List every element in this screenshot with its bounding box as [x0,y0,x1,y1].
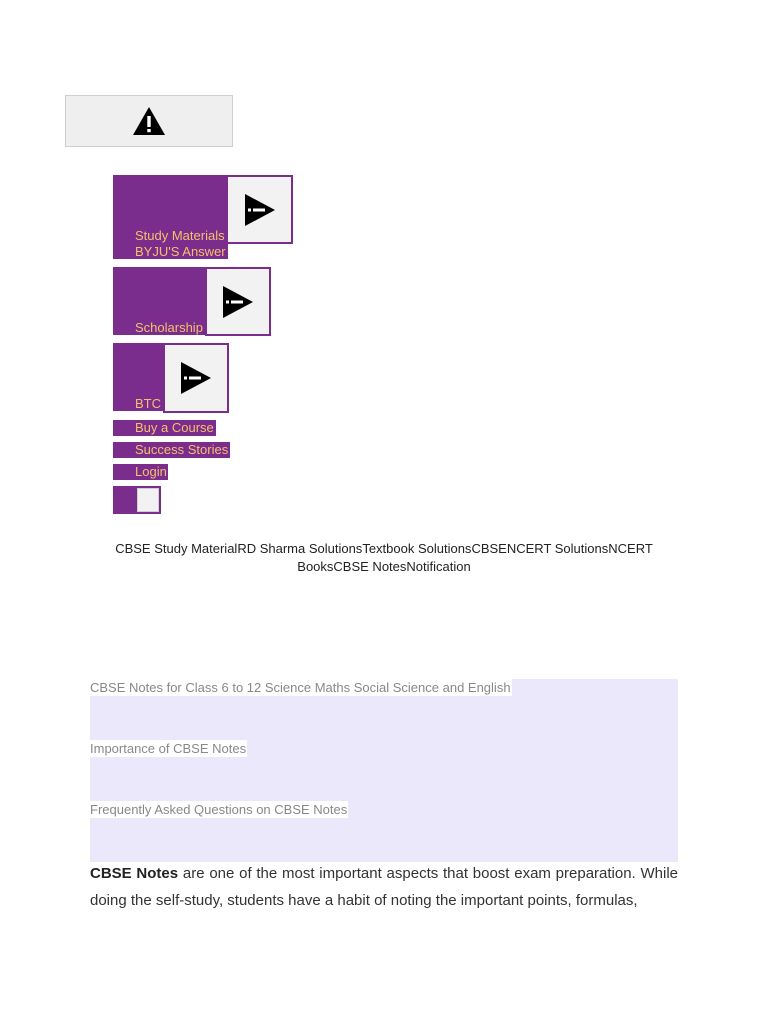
nav-link-cbse-notes[interactable]: CBSE Notes [333,559,407,574]
article-paragraph [90,860,678,914]
expand-button-btc[interactable] [163,343,229,413]
article-lead: CBSE Notes [90,865,179,882]
nav-link-notification[interactable]: Notification [406,559,471,574]
menu-label-study-materials[interactable]: Study Materials [135,228,225,243]
nav-link-ncert-books[interactable]: NCERT Books [297,541,653,574]
toc-item[interactable]: Importance of CBSE Notes [90,741,247,756]
menu-item-btc[interactable] [113,343,165,411]
toggle-checkbox[interactable] [137,488,159,512]
menu-item-scholarship[interactable] [113,267,207,335]
toc-item[interactable]: Frequently Asked Questions on CBSE Notes [90,802,348,817]
menu-label-login[interactable]: Login [135,464,167,479]
nav-link-cbse-study-material[interactable]: CBSE Study Material [115,541,238,556]
table-of-contents [90,679,678,862]
nav-link-cbse[interactable]: CBSE [471,541,507,556]
play-arrow-icon [221,284,255,320]
nav-link-textbook-solutions[interactable]: Textbook Solutions [362,541,472,556]
expand-button-study-materials[interactable] [226,175,293,244]
toc-item[interactable]: CBSE Notes for Class 6 to 12 Science Maths Social Science and English [90,680,511,695]
nav-links [100,540,668,576]
menu-toggle[interactable] [113,486,161,514]
menu-label-byjus-answer[interactable]: BYJU'S Answer [135,244,226,259]
menu-item-buy-course[interactable] [113,420,216,436]
menu-label-success-stories[interactable]: Success Stories [135,442,229,457]
nav-link-ncert-solutions[interactable]: NCERT Solutions [506,541,609,556]
menu-item-login[interactable] [113,464,168,480]
article-text: are one of the most important aspects that boost exam preparation. While doing the self-study, students have a habit of noting the important points, formulas, [90,865,678,909]
play-arrow-icon [243,192,277,228]
nav-link-rd-sharma[interactable]: RD Sharma Solutions [237,541,363,556]
menu-label-buy-course[interactable]: Buy a Course [135,420,214,435]
menu-label-scholarship[interactable]: Scholarship [135,320,203,335]
menu-label-btc[interactable]: BTC [135,396,161,411]
warning-placeholder [65,95,233,147]
play-arrow-icon [179,360,213,396]
menu-item-study-materials[interactable] [113,175,228,259]
warning-icon [131,105,167,137]
expand-button-scholarship[interactable] [205,267,271,336]
menu-item-success-stories[interactable] [113,442,230,458]
